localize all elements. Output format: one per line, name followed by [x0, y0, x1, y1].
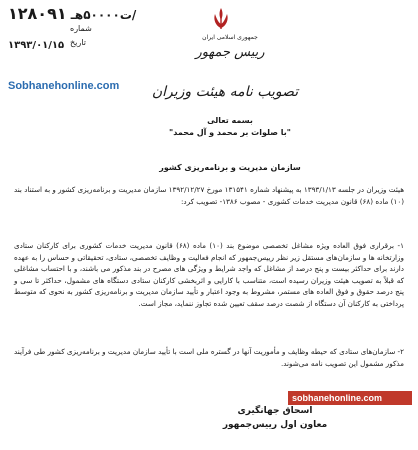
basmala: بسمه تعالی [207, 116, 253, 125]
signer-title: معاون اول رییس‌جمهور [222, 420, 328, 430]
tarikh-label: تاریخ [70, 38, 86, 47]
decree-subtitle: تصویب نامه هیئت وزیران [151, 84, 299, 100]
recipient-org: سازمان مدیریت و برنامه‌ریزی کشور [159, 163, 301, 172]
president-title: رییس جمهور [195, 45, 265, 60]
republic-title: جمهوری اسلامی ایران [202, 34, 258, 41]
paragraph-article-1: ۱- برقراری فوق العاده ویژه مشاغل تخصصی موضوع بند (۱۰) ماده (۶۸) قانون مدیریت خدمات کشوری برای کارکنان ستادی وزارتخانه ها و سازمان‌های مستقل زیر نظر رییس‌جمهور که انجام فعالیت و وظایف تخصصی، ستادی، تحقیقاتی و حساس را به عهده دارند برای حداکثر بیست و پنج درصد از مشاغل که واجد شرایط و ویژگی های مصرح در بند مذکور می باشند، و با احتساب مشاغلی که قبلاً به تصویب هیئت وزیران رسیده است، متناسب با کارایی و اثربخشی کارکنان ستادی دستگاه های مشمول، حداکثر تا سی و پنج درصد حقوق و فوق العاده های مستمر، مشروط به وجود اعتبار و تأیید سازمان مدیریت و برنامه‌ریزی کشور به نحوی که متوسط پرداختی به کارکنان آن دستگاه از شصت درصد سقف تعیین شده تجاوز ننماید، مجاز است. [14, 241, 404, 308]
letter-number-suffix: /ت۵۰۰۰۰هـ [70, 8, 137, 22]
tarikh-value: ۱۳۹۳/۰۱/۱۵ [8, 40, 65, 51]
letter-number [8, 4, 136, 23]
salawat: "با صلوات بر محمد و آل محمد" [169, 128, 291, 137]
watermark-top: Sobhanehonline.com [8, 80, 120, 92]
letter-number-value: ۱۲۸۰۹۱ [8, 4, 67, 23]
signer-name: اسحاق جهانگیری [237, 406, 313, 416]
paragraph-intro: هیئت وزیران در جلسه ۱۳۹۳/۱/۱۳ به پیشنهاد شماره ۱۳۱۵۴۱ مورخ ۱۳۹۲/۱۲/۲۷ سازمان مدیریت و برنامه‌ریزی کشور و به استناد بند (۱۰) ماده (۶۸) قانون مدیریت خدمات کشوری - مصوب ۱۳۸۶- تصویب کرد: [13, 185, 404, 206]
iran-emblem-icon [210, 6, 232, 32]
paragraph-article-2: ۲- سازمان‌های ستادی که حیطه وظایف و مأموریت آنها در گستره ملی است با تأیید سازمان مدیریت و برنامه‌ریزی کشور طی فرآیند مذکور مشمول این تصویب نامه می‌شوند. [14, 347, 404, 368]
watermark-bottom: sobhanehonline.com [288, 391, 412, 405]
shomare-label: شماره [70, 24, 92, 33]
